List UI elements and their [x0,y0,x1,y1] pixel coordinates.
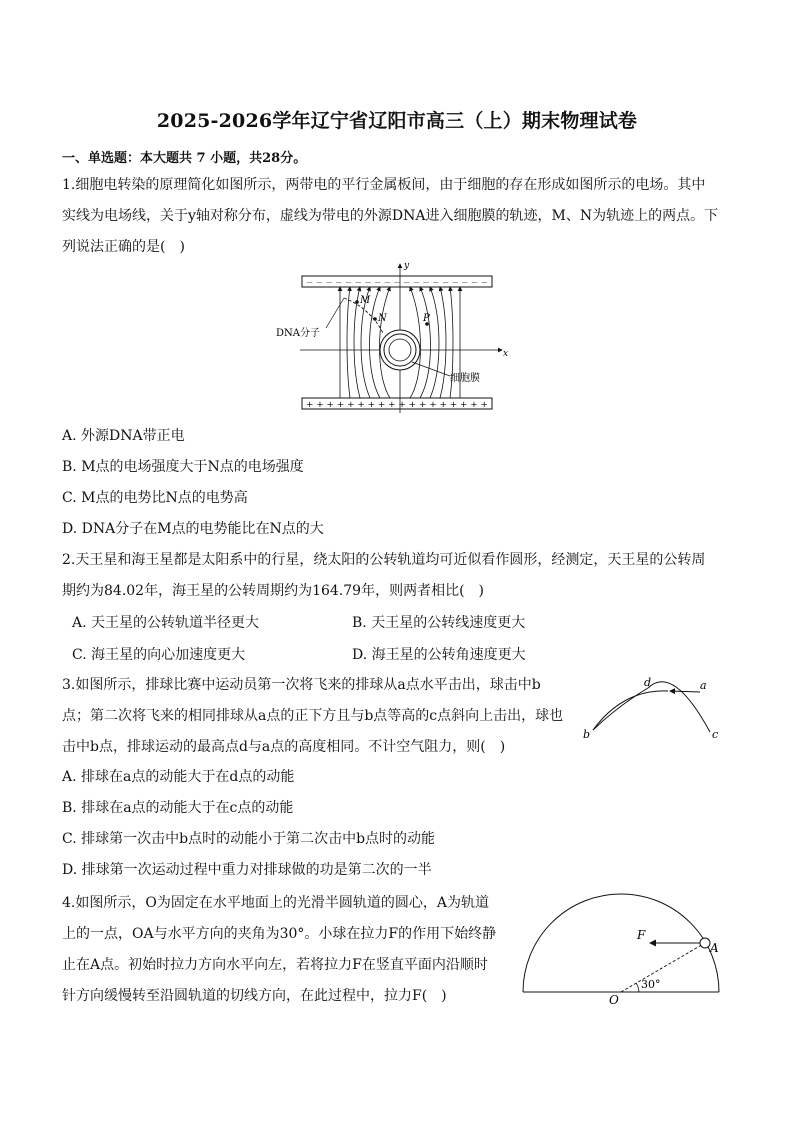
label-a: a [700,679,707,692]
question-2-line: 2.天王星和海王星都是太阳系中的行星，绕太阳的公转轨道均可近似看作圆形，经测定，天王星的公转周 [62,552,706,568]
volleyball-figure [578,672,728,744]
option-b: B. 天王星的公转线速度更大 [352,615,526,631]
bottom-plate-charges: + + + + + + + + + + + + + + + + + + [306,400,488,409]
radius-oa [621,943,705,992]
question-3-line: 3.如图所示，排球比赛中运动员第一次将飞来的排球从a点水平击出，球击中b [62,677,541,693]
membrane-label: 细胞膜 [450,373,480,384]
label-c: c [712,728,719,741]
label-f: F [637,928,646,942]
top-plate-charges: － － － － － － － － － － － － － － － － － － － [306,278,488,287]
option-a: A. 排球在a点的动能大于在d点的动能 [62,769,295,785]
option-c: C. 排球第一次击中b点时的动能小于第二次击中b点时的动能 [62,831,436,847]
question-4-line: 上的一点，OA与水平方向的夹角为30°。小球在拉力F的作用下始终静 [62,926,497,942]
point-m [355,300,359,304]
question-4-line: 4.如图所示，O为固定在水平地面上的光滑半圆轨道的圆心，A为轨道 [62,895,489,911]
page-title: 2025-2026学年辽宁省辽阳市高三（上）期末物理试卷 [156,110,638,132]
question-1-line: 实线为电场线，关于y轴对称分布，虚线为带电的外源DNA进入细胞膜的轨迹，M、N为轨迹上的两点。下 [62,208,719,224]
option-b: B. 排球在a点的动能大于在c点的动能 [62,800,294,816]
question-1-options [62,421,324,545]
semicircle-track-figure [515,892,729,1010]
membrane-callout-line [412,362,450,376]
option-a: A. 外源DNA带正电 [62,428,185,444]
option-d: D. DNA分子在M点的电势能比在N点的大 [62,521,324,537]
cell-membrane-outer [380,330,420,370]
label-a: A [710,941,719,955]
question-2-stem [62,545,705,607]
label-n: N [378,313,387,324]
point-n [373,317,377,321]
x-axis-label: x [503,349,509,359]
option-b: B. M点的电场强度大于N点的电场强度 [62,459,304,475]
option-a: A. 天王星的公转轨道半径更大 [72,615,260,631]
label-angle: 30° [641,978,661,991]
option-d: D. 海王星的公转角速度更大 [352,647,526,663]
label-p: P [423,313,430,324]
option-c: C. M点的电势比N点的电势高 [62,490,248,506]
electroporation-figure [270,258,530,416]
section-heading: 一、单选题：本大题共 7 小题，共28分。 [62,151,307,166]
angle-arc [636,983,639,992]
question-3-stem [62,670,563,763]
option-c: C. 海王星的向心加速度更大 [72,647,246,663]
question-3-options [62,762,435,886]
trajectory-c-to-b [593,682,710,732]
dna-label: DNA分子 [276,328,320,339]
y-axis-label: y [404,261,410,271]
question-1-stem [62,170,718,263]
incoming-arrow-a [670,691,700,692]
question-1-line: 列说法正确的是( ) [62,239,185,255]
label-o: O [609,993,619,1007]
label-d: d [644,676,652,689]
label-b: b [583,728,591,741]
question-4-line: 止在A点。初始时拉力方向水平向左，若将拉力F在竖直平面内沿顺时 [62,957,488,973]
question-3-line: 击中b点，排球运动的最高点d与a点的高度相同。不计空气阻力，则( ) [62,739,506,755]
dna-callout-line [326,298,344,328]
question-1-line: 1.细胞电转染的原理简化如图所示，两带电的平行金属板间，由于细胞的存在形成如图所示的电场。其中 [62,177,706,193]
question-4-line: 针方向缓慢转至沿圆轨道的切线方向，在此过程中，拉力F( ) [62,988,447,1004]
ball-at-a [700,938,710,948]
question-3-line: 点；第二次将飞来的相同排球从a点的正下方且与b点等高的c点斜向上击出，球也 [62,708,564,724]
trajectory-a-to-b [593,691,668,730]
question-2-line: 期约为84.02年，海王星的公转周期约为164.79年，则两者相比( ) [62,583,484,599]
question-4-stem [62,888,496,1012]
option-d: D. 排球第一次运动过程中重力对排球做的功是第二次的一半 [62,862,432,878]
label-m: M [360,295,371,306]
